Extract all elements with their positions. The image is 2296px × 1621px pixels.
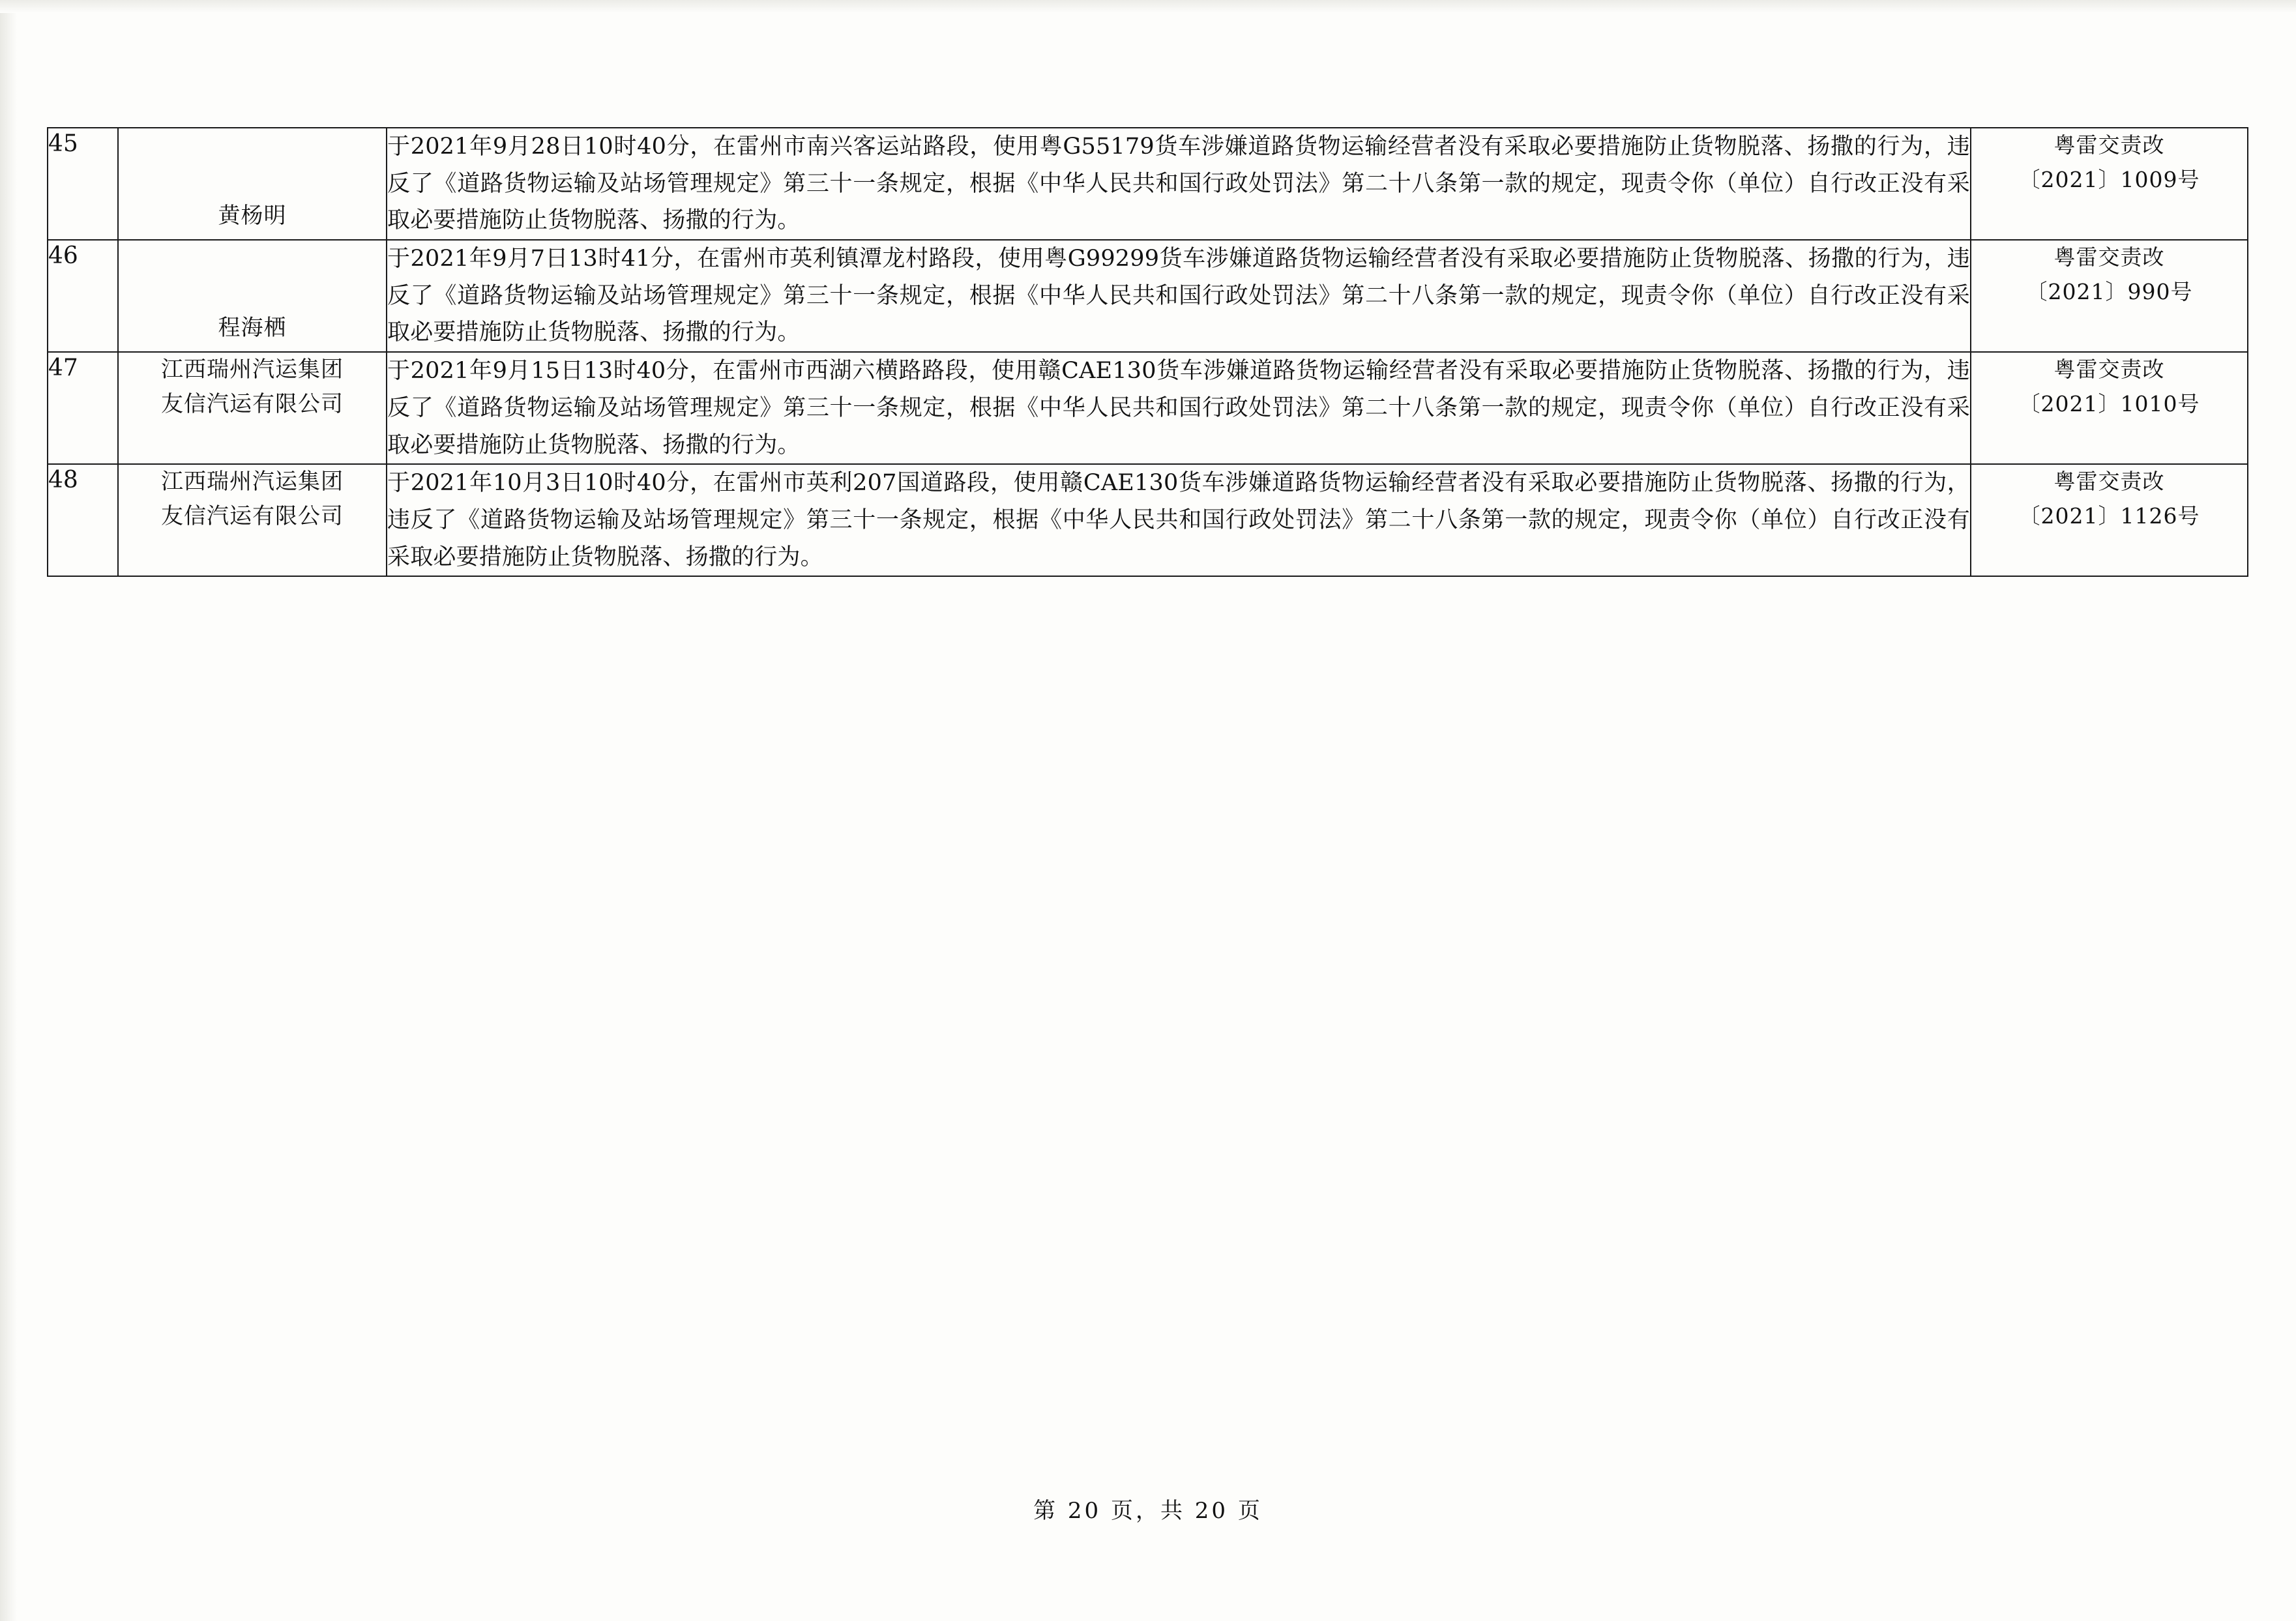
doc-number-line: 〔2021〕1010号 [2018, 390, 2200, 416]
row-doc-number [1971, 240, 2248, 352]
row-index: 46 [48, 240, 118, 352]
page-footer-text: 第 20 页，共 20 页 [1033, 1498, 1263, 1524]
content-text: 于2021年9月28日10时40分，在雷州市南兴客运站路段，使用粤G55179货车涉嫌道路货物运输经营者没有采取必要措施防止货物脱落、扬撒的行为，违反了《道路货物运输及站场管理规定》第三十一条规定，根据《中华人民共和国行政处罚法》第二十八条第一款的规定，现责令你（单位）自行改正没有采取必要措施防止货物脱落、扬撒的行为。 [387, 134, 1970, 234]
scan-edge-top [0, 0, 2296, 13]
row-content [387, 240, 1971, 352]
row-doc-number [1971, 352, 2248, 464]
table-row [48, 128, 2248, 240]
content-text: 于2021年9月15日13时40分，在雷州市西湖六横路路段，使用赣CAE130货车涉嫌道路货物运输经营者没有采取必要措施防止货物脱落、扬撒的行为，违反了《道路货物运输及站场管理规定》第三十一条规定，根据《中华人民共和国行政处罚法》第二十八条第一款的规定，现责令你（单位）自行改正没有采取必要措施防止货物脱落、扬撒的行为。 [387, 358, 1970, 458]
row-doc-number [1971, 128, 2248, 240]
content-text: 于2021年10月3日10时40分，在雷州市英利207国道路段，使用赣CAE130货车涉嫌道路货物运输经营者没有采取必要措施防止货物脱落、扬撒的行为，违反了《道路货物运输及站场管理规定》第三十一条规定，根据《中华人民共和国行政处罚法》第二十八条第一款的规定，现责令你（单位）自行改正没有采取必要措施防止货物脱落、扬撒的行为。 [387, 470, 1970, 570]
party-line: 友信汽运有限公司 [161, 503, 344, 529]
page-footer [0, 1493, 2296, 1525]
row-party [118, 240, 387, 352]
table-row [48, 240, 2248, 352]
row-index: 45 [48, 128, 118, 240]
scan-edge-left [0, 0, 17, 1621]
party-line: 江西瑞州汽运集团 [161, 357, 344, 383]
doc-number-line: 〔2021〕1009号 [2018, 166, 2200, 192]
doc-number-line: 粤雷交责改 [2053, 244, 2165, 270]
row-party [118, 352, 387, 464]
row-doc-number [1971, 464, 2248, 576]
row-party [118, 464, 387, 576]
doc-number-line: 粤雷交责改 [2053, 132, 2165, 158]
penalty-records-table [47, 127, 2248, 577]
row-content [387, 352, 1971, 464]
table-row [48, 352, 2248, 464]
doc-number-line: 〔2021〕1126号 [2018, 503, 2200, 529]
row-index: 47 [48, 352, 118, 464]
party-line: 江西瑞州汽运集团 [161, 469, 344, 495]
doc-number-line: 〔2021〕990号 [2025, 278, 2193, 304]
row-content [387, 464, 1971, 576]
doc-number-line: 粤雷交责改 [2053, 469, 2165, 495]
party-line: 友信汽运有限公司 [161, 390, 344, 417]
doc-number-line: 粤雷交责改 [2053, 357, 2165, 383]
content-text: 于2021年9月7日13时41分，在雷州市英利镇潭龙村路段，使用粤G99299货车涉嫌道路货物运输经营者没有采取必要措施防止货物脱落、扬撒的行为，违反了《道路货物运输及站场管理规定》第三十一条规定，根据《中华人民共和国行政处罚法》第二十八条第一款的规定，现责令你（单位）自行改正没有采取必要措施防止货物脱落、扬撒的行为。 [387, 246, 1970, 346]
row-content [387, 128, 1971, 240]
party-line: 黄杨明 [218, 203, 287, 229]
row-party [118, 128, 387, 240]
table-row [48, 464, 2248, 576]
party-line: 程海栖 [218, 315, 287, 342]
row-index: 48 [48, 464, 118, 576]
